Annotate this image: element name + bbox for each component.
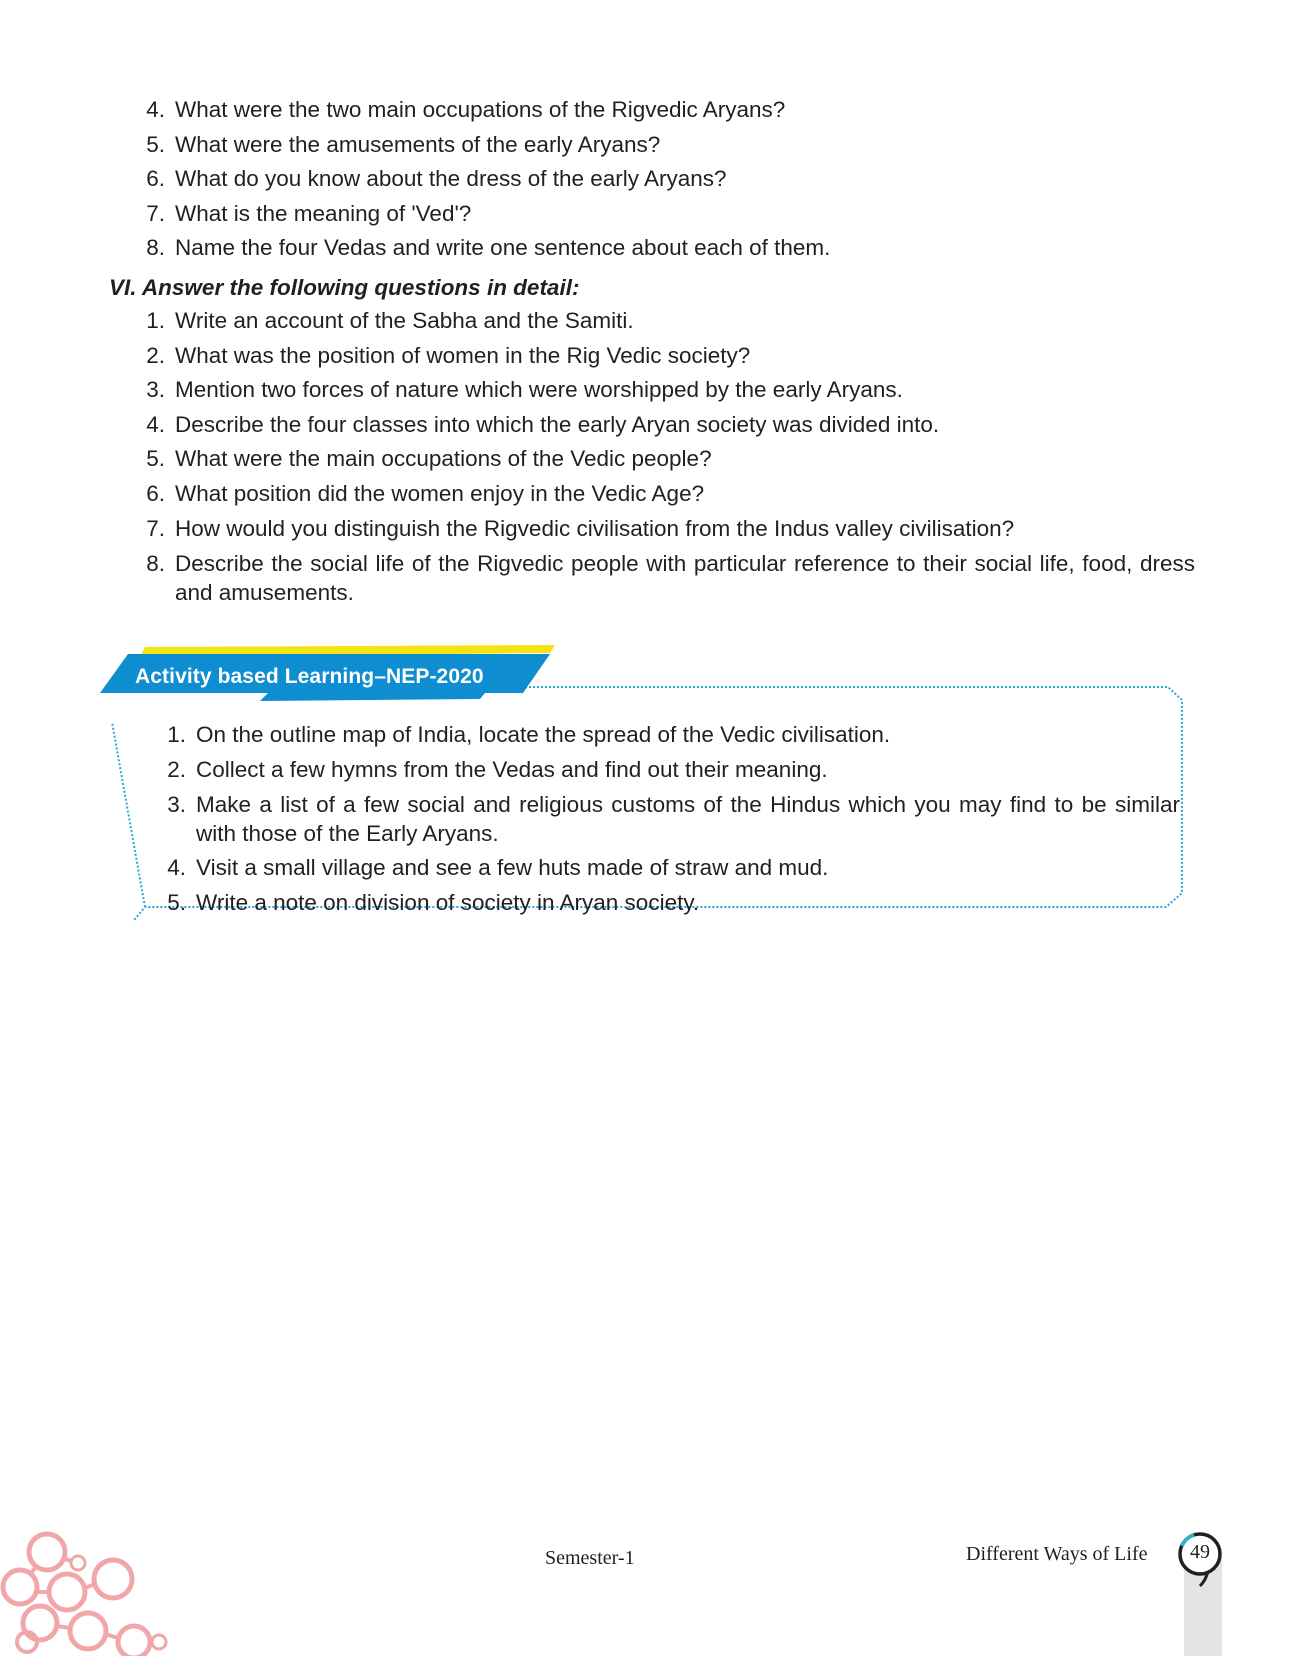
list-item: [135, 546, 1195, 610]
list-item: [135, 339, 1195, 374]
item-text: What were the main occupations of the Vedic people?: [175, 446, 712, 472]
item-number: 6.: [146, 166, 165, 192]
item-number: 5.: [167, 889, 186, 915]
item-number: 4.: [146, 411, 165, 437]
item-text: What were the amusements of the early Aryans?: [175, 131, 661, 157]
list-item: [156, 753, 1180, 788]
list-item: [135, 197, 1195, 232]
item-text: Describe the social life of the Rigvedic people with particular reference to their social life, food, dress and amusements.: [175, 551, 1195, 606]
item-text: Name the four Vedas and write one sentence about each of them.: [175, 235, 831, 261]
list-item: [135, 162, 1195, 197]
list-item: [135, 408, 1195, 443]
activity-title: Activity based Learning–NEP-2020: [135, 665, 484, 688]
list-item: [135, 304, 1195, 339]
list-item: [135, 373, 1195, 408]
item-number: 5.: [146, 446, 165, 472]
item-number: 7.: [146, 200, 165, 226]
item-number: 3.: [146, 377, 165, 403]
item-number: 1.: [167, 722, 186, 747]
list-item: [135, 231, 1195, 266]
decorative-circles-icon: [0, 1520, 180, 1656]
item-number: 2.: [146, 342, 165, 368]
item-text: Describe the four classes into which the early Aryan society was divided into.: [175, 411, 940, 437]
list-item: [156, 787, 1180, 851]
page-number: 49: [1190, 1541, 1210, 1563]
item-text: On the outline map of India, locate the spread of the Vedic civilisation.: [196, 722, 891, 747]
item-number: 4.: [146, 97, 165, 122]
item-number: 5.: [146, 131, 165, 157]
item-number: 8.: [146, 235, 165, 261]
item-text: Visit a small village and see a few huts made of straw and mud.: [196, 855, 829, 881]
item-text: What do you know about the dress of the early Aryans?: [175, 166, 727, 192]
list-item: [135, 512, 1195, 547]
item-text: What was the position of women in the Rig Vedic society?: [175, 342, 751, 368]
list-item: [135, 93, 1195, 128]
item-text: Collect a few hymns from the Vedas and find out their meaning.: [196, 756, 828, 782]
item-number: 4.: [167, 855, 186, 881]
item-text: Make a list of a few social and religious customs of the Hindus which you may find to be similar with those of the Early Aryans.: [196, 792, 1180, 847]
item-text: Mention two forces of nature which were worshipped by the early Aryans.: [175, 377, 903, 403]
item-text: What position did the women enjoy in the Vedic Age?: [175, 480, 705, 506]
item-number: 8.: [146, 551, 165, 577]
list-item: [156, 886, 1180, 921]
item-text: Write a note on division of society in Aryan society.: [196, 889, 700, 915]
detail-question-list: [135, 304, 1195, 610]
banner-blue-underline: [260, 693, 485, 701]
activity-list: [156, 718, 1180, 920]
list-item: [156, 718, 1180, 753]
list-item: [156, 851, 1180, 886]
item-number: 7.: [146, 515, 165, 541]
item-number: 3.: [167, 792, 186, 818]
list-item: [135, 442, 1195, 477]
item-text: Write an account of the Sabha and the Samiti.: [175, 308, 634, 333]
short-question-list: [135, 93, 1195, 266]
item-number: 2.: [167, 756, 186, 782]
list-item: [135, 477, 1195, 512]
footer-semester: Semester-1: [545, 1547, 635, 1569]
item-number: 1.: [146, 308, 165, 333]
footer-chapter-title: Different Ways of Life: [966, 1543, 1148, 1565]
section-heading: VI. Answer the following questions in detail:: [109, 275, 580, 300]
item-number: 6.: [146, 480, 165, 506]
item-text: What were the two main occupations of the Rigvedic Aryans?: [175, 97, 786, 122]
item-text: What is the meaning of 'Ved'?: [175, 200, 472, 226]
item-text: How would you distinguish the Rigvedic civilisation from the Indus valley civilisation?: [175, 515, 1015, 541]
list-item: [135, 128, 1195, 163]
